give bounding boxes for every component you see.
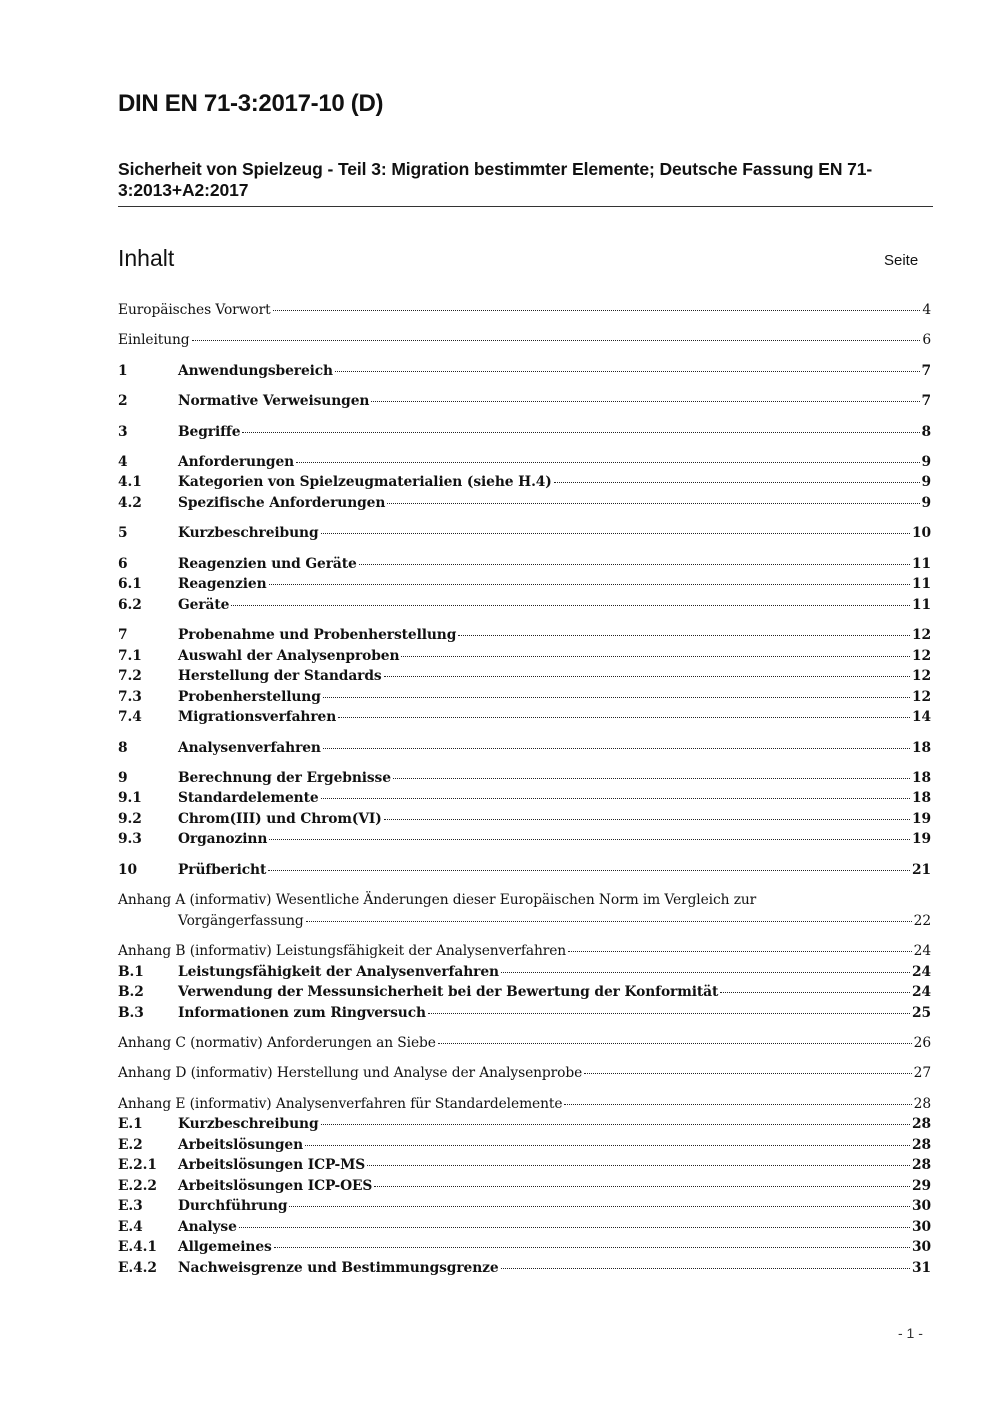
toc-entry[interactable] bbox=[118, 556, 931, 577]
toc-entry-page: 28 bbox=[912, 1136, 931, 1153]
toc-entry[interactable] bbox=[118, 424, 931, 445]
toc-entry-number: E.4 bbox=[118, 1218, 143, 1235]
toc-entry-number: B.3 bbox=[118, 1004, 144, 1021]
toc-entry-title: Auswahl der Analysenproben bbox=[178, 647, 400, 664]
toc-entry-title: Arbeitslösungen bbox=[178, 1136, 304, 1153]
toc-entry-number: E.2.2 bbox=[118, 1177, 157, 1194]
toc-entry-number: E.2 bbox=[118, 1136, 143, 1153]
toc-entry-title: Chrom(III) und Chrom(VI) bbox=[178, 810, 382, 827]
toc-entry-page: 25 bbox=[912, 1004, 931, 1021]
toc-leader-dots bbox=[720, 992, 910, 993]
toc-entry-page: 11 bbox=[912, 596, 931, 613]
toc-entry[interactable] bbox=[118, 709, 931, 730]
toc-entry-title: Anhang A (informativ) Wesentliche Änderungen dieser Europäischen Norm im Vergleich zur bbox=[118, 892, 757, 909]
toc-entry[interactable] bbox=[118, 689, 931, 710]
toc-entry[interactable] bbox=[118, 474, 931, 495]
toc-entry-number: 7.4 bbox=[118, 709, 142, 726]
toc-entry-number: 9.2 bbox=[118, 810, 142, 827]
toc-entry[interactable] bbox=[118, 627, 931, 648]
toc-entry-number: 8 bbox=[118, 739, 128, 756]
toc-entry-title: Einleitung bbox=[118, 332, 190, 349]
toc-leader-dots bbox=[192, 340, 921, 341]
toc-leader-dots bbox=[269, 839, 910, 840]
toc-leader-dots bbox=[289, 1206, 910, 1207]
toc-entry[interactable] bbox=[118, 811, 931, 832]
toc-leader-dots bbox=[568, 951, 912, 952]
toc-entry[interactable] bbox=[118, 1096, 931, 1117]
toc-entry-page: 6 bbox=[922, 332, 931, 349]
toc-entry-title: Anwendungsbereich bbox=[178, 362, 333, 379]
toc-entry-title: Herstellung der Standards bbox=[178, 668, 382, 685]
toc-entry[interactable] bbox=[118, 302, 931, 323]
toc-entry[interactable] bbox=[118, 740, 931, 761]
toc-leader-dots bbox=[239, 1227, 910, 1228]
toc-entry-page: 4 bbox=[922, 302, 931, 318]
toc-leader-dots bbox=[371, 401, 919, 402]
toc-entry[interactable] bbox=[118, 831, 931, 852]
toc-entry-page: 24 bbox=[913, 943, 931, 960]
toc-entry[interactable] bbox=[118, 363, 931, 384]
toc-entry-title: Durchführung bbox=[178, 1198, 288, 1215]
toc-leader-dots bbox=[564, 1104, 911, 1105]
toc-leader-dots bbox=[321, 798, 910, 799]
toc-entry-title: Analyse bbox=[178, 1218, 237, 1235]
toc-entry-page: 7 bbox=[921, 393, 931, 410]
toc-entry-page: 28 bbox=[912, 1116, 931, 1133]
toc-entry-title: Kurzbeschreibung bbox=[178, 1116, 319, 1133]
toc-entry-number: B.1 bbox=[118, 963, 144, 980]
toc-entry-page: 30 bbox=[912, 1239, 931, 1256]
toc-leader-dots bbox=[387, 503, 919, 504]
toc-leader-dots bbox=[231, 605, 910, 606]
table-of-contents bbox=[118, 302, 931, 1280]
toc-leader-dots bbox=[321, 1124, 911, 1125]
toc-entry-title: Begriffe bbox=[178, 423, 241, 440]
toc-entry-page: 14 bbox=[912, 709, 931, 726]
toc-entry-title: Spezifische Anforderungen bbox=[178, 494, 386, 511]
toc-leader-dots bbox=[501, 972, 910, 973]
toc-entry-title: Anhang B (informativ) Leistungsfähigkeit der Analysenverfahren bbox=[118, 943, 567, 960]
toc-entry-page: 24 bbox=[912, 984, 931, 1001]
toc-entry-page: 11 bbox=[912, 555, 931, 572]
toc-entry-title-continued: Vorgängerfassung bbox=[178, 912, 304, 929]
toc-entry[interactable] bbox=[118, 984, 931, 1005]
toc-entry-title: Kurzbeschreibung bbox=[178, 525, 319, 542]
toc-entry[interactable] bbox=[118, 597, 931, 618]
toc-entry-title: Geräte bbox=[178, 596, 230, 613]
toc-entry-page: 28 bbox=[913, 1095, 931, 1112]
toc-entry[interactable] bbox=[118, 1035, 931, 1056]
toc-leader-dots bbox=[273, 310, 921, 311]
toc-entry-page: 26 bbox=[913, 1034, 931, 1051]
toc-entry-number: 6.1 bbox=[118, 576, 142, 593]
toc-entry[interactable] bbox=[118, 454, 931, 475]
toc-entry[interactable] bbox=[118, 648, 931, 669]
toc-entry-page: 18 bbox=[912, 739, 931, 756]
toc-entry-title: Migrationsverfahren bbox=[178, 709, 337, 726]
toc-leader-dots bbox=[338, 717, 910, 718]
toc-entry-number: 3 bbox=[118, 423, 128, 440]
toc-entry-number: E.1 bbox=[118, 1116, 143, 1133]
toc-entry-title: Arbeitslösungen ICP-OES bbox=[178, 1177, 373, 1194]
toc-entry[interactable] bbox=[118, 1116, 931, 1137]
toc-entry-page: 31 bbox=[912, 1259, 931, 1276]
toc-entry[interactable] bbox=[118, 495, 931, 516]
toc-leader-dots bbox=[306, 921, 912, 922]
toc-leader-dots bbox=[458, 635, 910, 636]
toc-entry-page: 9 bbox=[921, 474, 931, 491]
toc-heading: Inhalt bbox=[118, 245, 175, 271]
toc-entry[interactable] bbox=[118, 1198, 931, 1219]
toc-entry-number: 1 bbox=[118, 362, 128, 379]
toc-entry-number: 4.2 bbox=[118, 494, 142, 511]
toc-leader-dots bbox=[242, 432, 919, 433]
toc-entry-page: 12 bbox=[912, 627, 931, 644]
toc-entry-number: 4 bbox=[118, 453, 128, 470]
toc-leader-dots bbox=[268, 870, 910, 871]
toc-entry-title: Probenahme und Probenherstellung bbox=[178, 627, 457, 644]
toc-entry-number: 7.2 bbox=[118, 668, 142, 685]
toc-entry[interactable] bbox=[118, 576, 931, 597]
toc-entry-number: 10 bbox=[118, 861, 137, 878]
toc-entry-number: E.4.1 bbox=[118, 1239, 157, 1256]
toc-leader-dots bbox=[501, 1268, 910, 1269]
toc-entry-page: 24 bbox=[912, 963, 931, 980]
toc-entry-number: 9 bbox=[118, 769, 128, 786]
toc-entry-title: Nachweisgrenze und Bestimmungsgrenze bbox=[178, 1259, 499, 1276]
page-number: - 1 - bbox=[898, 1325, 923, 1341]
toc-entry-title: Arbeitslösungen ICP-MS bbox=[178, 1157, 366, 1174]
toc-entry-page: 11 bbox=[912, 576, 931, 593]
toc-entry[interactable] bbox=[118, 668, 931, 689]
toc-entry[interactable] bbox=[118, 892, 931, 933]
toc-leader-dots bbox=[323, 697, 910, 698]
toc-entry-page: 10 bbox=[912, 525, 931, 542]
toc-entry-title: Analysenverfahren bbox=[178, 739, 321, 756]
toc-leader-dots bbox=[384, 819, 910, 820]
toc-entry-number: 9.3 bbox=[118, 831, 142, 848]
toc-entry[interactable] bbox=[118, 770, 931, 791]
toc-entry-page: 28 bbox=[912, 1157, 931, 1174]
toc-entry-page: 12 bbox=[912, 688, 931, 705]
toc-entry-title: Anforderungen bbox=[178, 453, 295, 470]
toc-entry[interactable] bbox=[118, 790, 931, 811]
toc-entry-title: Reagenzien und Geräte bbox=[178, 555, 357, 572]
toc-leader-dots bbox=[393, 778, 910, 779]
toc-entry-title: Normative Verweisungen bbox=[178, 393, 370, 410]
toc-entry-number: E.3 bbox=[118, 1198, 143, 1215]
toc-entry-page: 27 bbox=[913, 1065, 931, 1082]
toc-entry-number: 5 bbox=[118, 525, 128, 542]
toc-entry-page: 18 bbox=[912, 769, 931, 786]
toc-entry-title: Verwendung der Messunsicherheit bei der Bewertung der Konformität bbox=[178, 984, 719, 1001]
toc-entry-page: 9 bbox=[921, 494, 931, 511]
toc-entry-page: 21 bbox=[912, 861, 931, 878]
toc-entry-title: Organozinn bbox=[178, 831, 268, 848]
toc-entry-number: 9.1 bbox=[118, 790, 142, 807]
toc-leader-dots bbox=[305, 1145, 910, 1146]
toc-entry[interactable] bbox=[118, 943, 931, 964]
toc-leader-dots bbox=[401, 656, 910, 657]
toc-entry-number: E.2.1 bbox=[118, 1157, 157, 1174]
toc-entry[interactable] bbox=[118, 862, 931, 883]
toc-entry[interactable] bbox=[118, 1157, 931, 1178]
toc-entry[interactable] bbox=[118, 1137, 931, 1158]
toc-entry[interactable] bbox=[118, 525, 931, 546]
toc-entry[interactable] bbox=[118, 964, 931, 985]
title-divider bbox=[118, 206, 933, 207]
toc-entry-page: 8 bbox=[921, 423, 931, 440]
toc-leader-dots bbox=[367, 1165, 910, 1166]
toc-entry[interactable] bbox=[118, 1005, 931, 1026]
toc-leader-dots bbox=[584, 1073, 911, 1074]
toc-leader-dots bbox=[269, 584, 910, 585]
toc-entry-page: 19 bbox=[912, 831, 931, 848]
toc-entry-page: 9 bbox=[921, 453, 931, 470]
toc-entry[interactable] bbox=[118, 1239, 931, 1260]
toc-leader-dots bbox=[274, 1247, 910, 1248]
toc-entry[interactable] bbox=[118, 1178, 931, 1199]
toc-entry-number: 2 bbox=[118, 393, 128, 410]
toc-page-column-label: Seite bbox=[884, 252, 919, 269]
toc-leader-dots bbox=[359, 564, 910, 565]
toc-entry[interactable] bbox=[118, 1065, 931, 1086]
toc-entry-number: 7.3 bbox=[118, 688, 142, 705]
toc-leader-dots bbox=[296, 462, 919, 463]
toc-entry-title: Leistungsfähigkeit der Analysenverfahren bbox=[178, 963, 499, 980]
toc-leader-dots bbox=[323, 748, 910, 749]
toc-entry-title: Kategorien von Spielzeugmaterialien (siehe H.4) bbox=[178, 474, 552, 491]
toc-entry-number: 4.1 bbox=[118, 474, 142, 491]
toc-entry[interactable] bbox=[118, 1260, 931, 1281]
toc-leader-dots bbox=[321, 533, 911, 534]
toc-entry-page: 19 bbox=[912, 810, 931, 827]
toc-entry-title: Informationen zum Ringversuch bbox=[178, 1004, 426, 1021]
toc-entry-title: Reagenzien bbox=[178, 576, 267, 593]
toc-entry-number: 7.1 bbox=[118, 647, 142, 664]
document-title: DIN EN 71-3:2017-10 (D) bbox=[118, 90, 384, 117]
toc-entry-page: 12 bbox=[912, 668, 931, 685]
toc-entry-title: Allgemeines bbox=[178, 1239, 272, 1256]
toc-entry[interactable] bbox=[118, 332, 931, 353]
toc-entry-page: 12 bbox=[912, 647, 931, 664]
toc-entry-number: 6.2 bbox=[118, 596, 142, 613]
toc-entry-title: Probenherstellung bbox=[178, 688, 321, 705]
toc-entry-page: 30 bbox=[912, 1198, 931, 1215]
toc-leader-dots bbox=[428, 1013, 910, 1014]
toc-entry-page: 22 bbox=[913, 912, 931, 929]
toc-entry-page: 7 bbox=[921, 362, 931, 379]
toc-leader-dots bbox=[374, 1186, 910, 1187]
toc-entry-number: 6 bbox=[118, 555, 128, 572]
toc-entry-title: Anhang D (informativ) Herstellung und Analyse der Analysenprobe bbox=[118, 1065, 583, 1082]
toc-leader-dots bbox=[438, 1043, 912, 1044]
toc-entry-title: Anhang C (normativ) Anforderungen an Siebe bbox=[118, 1034, 436, 1051]
toc-entry-title: Prüfbericht bbox=[178, 861, 267, 878]
toc-entry-title: Standardelemente bbox=[178, 790, 319, 807]
toc-entry-number: 7 bbox=[118, 627, 128, 644]
toc-entry-title: Berechnung der Ergebnisse bbox=[178, 769, 391, 786]
toc-leader-dots bbox=[384, 676, 910, 677]
toc-entry[interactable] bbox=[118, 393, 931, 414]
toc-entry[interactable] bbox=[118, 1219, 931, 1240]
toc-entry-page: 18 bbox=[912, 790, 931, 807]
toc-entry-page: 30 bbox=[912, 1218, 931, 1235]
toc-entry-number: E.4.2 bbox=[118, 1259, 157, 1276]
toc-entry-title: Europäisches Vorwort bbox=[118, 302, 271, 318]
toc-leader-dots bbox=[554, 482, 920, 483]
toc-entry-title: Anhang E (informativ) Analysenverfahren für Standardelemente bbox=[118, 1095, 563, 1112]
toc-entry-page: 29 bbox=[912, 1177, 931, 1194]
document-subtitle: Sicherheit von Spielzeug - Teil 3: Migration bestimmter Elemente; Deutsche Fassung EN 71-3:2013+A2:2017 bbox=[118, 159, 873, 200]
toc-entry-number: B.2 bbox=[118, 984, 144, 1001]
toc-leader-dots bbox=[335, 371, 920, 372]
